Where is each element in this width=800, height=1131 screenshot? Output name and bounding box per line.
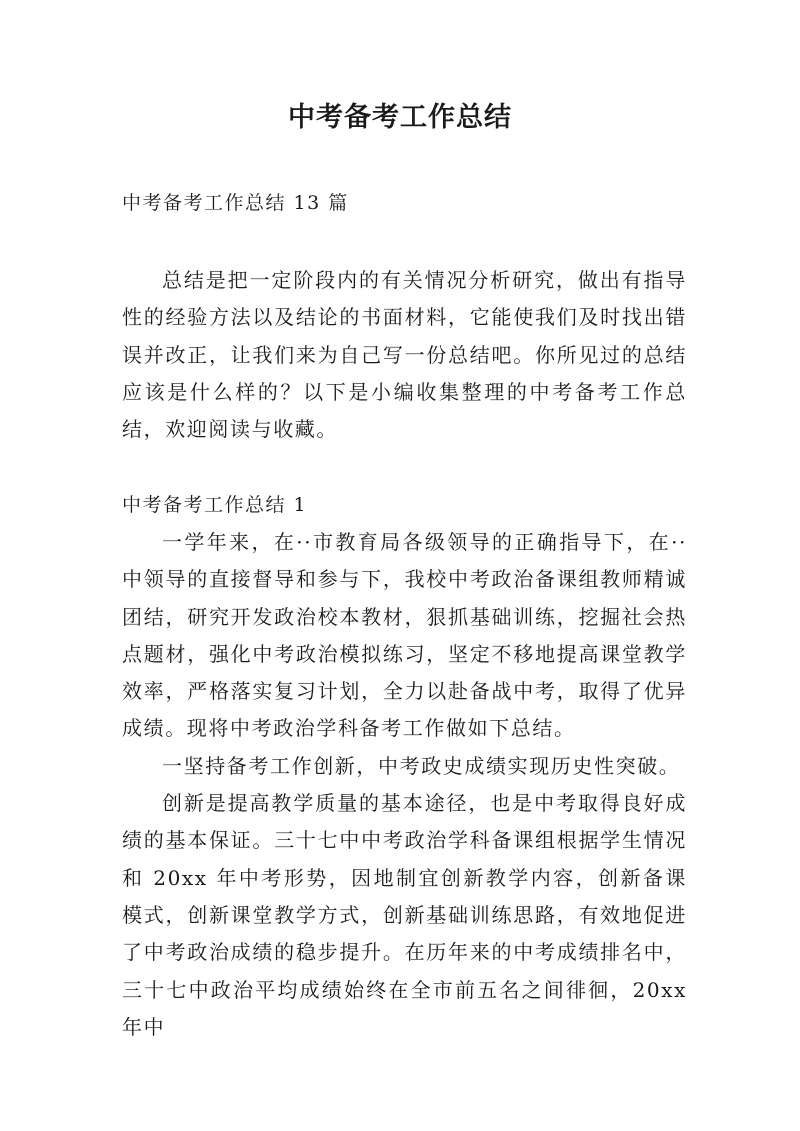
- section-content: [122, 524, 687, 1046]
- intro-paragraph: 总结是把一定阶段内的有关情况分析研究，做出有指导性的经验方法以及结论的书面材料，它能使我们及时找出错误并改正，让我们来为自己写一份总结吧。你所见过的总结应该是什么样的？以下是小编收集整理的中考备考工作总结，欢迎阅读与收藏。: [122, 268, 687, 442]
- body-paragraph-1: 一学年来，在··市教育局各级领导的正确指导下，在··中领导的直接督导和参与下，我校中考政治备课组教师精诚团结，研究开发政治校本教材，狠抓基础训练，挖掘社会热点题材，强化中考政治模拟练习，坚定不移地提高课堂教学效率，严格落实复习计划，全力以赴备战中考，取得了优异成绩。现将中考政治学科备考工作做如下总结。: [122, 530, 687, 741]
- document-title: 中考备考工作总结: [288, 102, 512, 133]
- body-paragraph-2: 一坚持备考工作创新，中考政史成绩实现历史性突破。: [162, 753, 681, 778]
- intro-block: [122, 262, 687, 448]
- body-paragraph-3: 创新是提高教学质量的基本途径，也是中考取得良好成绩的基本保证。三十七中中考政治学科备课组根据学生情况和 20xx 年中考形势，因地制宜创新教学内容，创新备课模式，创新课堂教学方式，创新基础训练思路，有效地促进了中考政治成绩的稳步提升。在历年来的中考成绩排名中，三十七中政治平均成绩始终在全市前五名之间徘徊，20xx 年中: [122, 791, 687, 1039]
- document-subtitle: 中考备考工作总结 13 篇: [122, 192, 349, 214]
- section-heading: 中考备考工作总结 1: [122, 494, 308, 516]
